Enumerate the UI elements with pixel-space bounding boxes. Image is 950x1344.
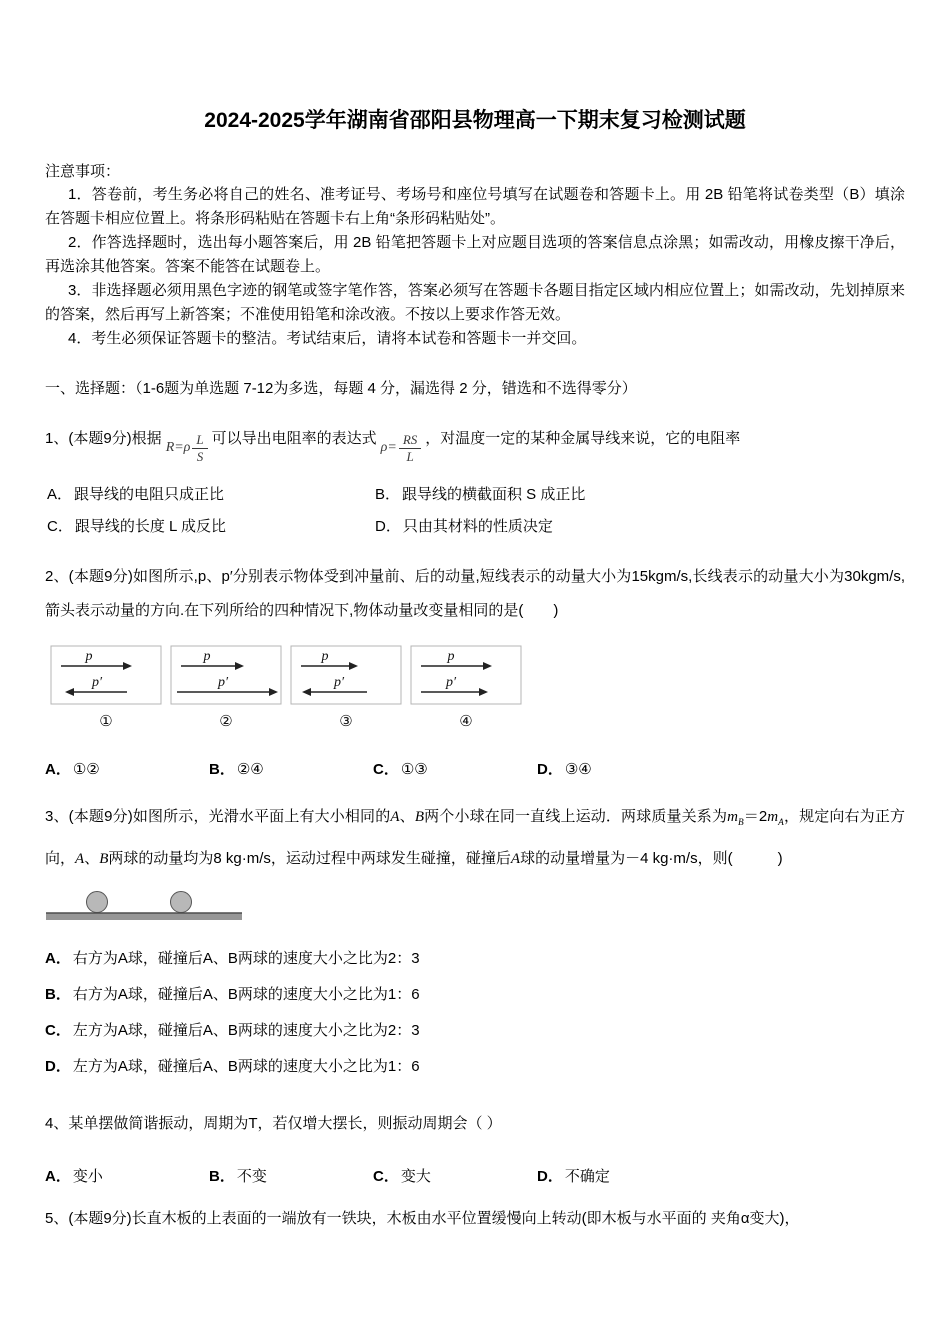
question-2-option-b <box>209 758 373 779</box>
question-4 <box>45 1109 905 1186</box>
resistance-formula <box>166 433 208 463</box>
question-1-option-c <box>47 515 375 536</box>
arrowhead-icon <box>65 688 74 696</box>
fraction <box>399 433 421 463</box>
option-text: 跟导线的长度 L 成反比 <box>74 518 226 536</box>
q1-text-mid: 可以导出电阻率的表达式 <box>211 430 377 447</box>
question-1-option-d <box>375 515 905 536</box>
p-label: p <box>203 649 211 665</box>
question-3-option-c <box>45 1013 905 1049</box>
question-2-stem: 2、(本题9分)如图所示,p、p′分别表示物体受到冲量前、后的动量,短线表示的动量大小为15kgm/s,长线表示的动量大小为30kgm/s,箭头表示动量的方向.在下列所给的四种情况下,物体动量改变量相同的是( ) <box>45 568 905 620</box>
arrowhead-icon <box>302 688 311 696</box>
case-frame <box>291 646 401 704</box>
p-label: p <box>447 649 455 665</box>
option-letter: A． <box>45 950 71 968</box>
note-item-1: 1．答卷前，考生务必将自己的姓名、准考证号、考场号和座位号填写在试题卷和答题卡上。用 2B 铅笔将试卷类型（B）填涂在答题卡相应位置上。将条形码粘贴在答题卡右上角“条形码粘贴处”。 <box>45 186 905 227</box>
question-2-option-d <box>537 758 701 779</box>
fraction <box>192 433 207 463</box>
option-letter: B． <box>209 1168 235 1186</box>
option-text: 只由其材料的性质决定 <box>402 518 553 536</box>
question-4-options <box>45 1165 905 1186</box>
question-2 <box>45 560 905 779</box>
question-3 <box>45 799 905 1085</box>
momentum-case-4 <box>411 646 521 730</box>
option-letter: C． <box>373 761 399 779</box>
momentum-case-2 <box>171 646 281 730</box>
notes-header: 注意事项： <box>45 163 121 180</box>
momentum-case-3 <box>291 646 401 730</box>
fraction-denominator: S <box>196 448 204 464</box>
fraction-denominator: L <box>406 448 414 464</box>
option-letter: D． <box>537 1168 563 1186</box>
option-letter: C． <box>47 518 73 536</box>
question-2-option-c <box>373 758 537 779</box>
question-2-option-a <box>45 758 209 779</box>
option-text: 变大 <box>400 1168 431 1186</box>
momentum-diagram-figure <box>49 644 529 732</box>
option-letter: B． <box>375 486 401 504</box>
option-text: ③④ <box>564 761 592 779</box>
case-frame <box>51 646 161 704</box>
option-letter: A． <box>45 1168 71 1186</box>
option-text: ②④ <box>236 761 264 779</box>
option-letter: D． <box>375 518 401 536</box>
formula-lhs: ρ= <box>380 440 397 455</box>
question-5-stem: 5、(本题9分)长直木板的上表面的一端放有一铁块，木板由水平位置缓慢向上转动(即木板与水平面的 夹角α变大)， <box>45 1210 800 1228</box>
option-text: 右方为A球，碰撞后A、B两球的速度大小之比为2：3 <box>72 950 420 968</box>
question-3-options <box>45 941 905 1085</box>
formula-lhs: R=ρ <box>165 440 191 455</box>
question-2-options <box>45 758 905 779</box>
question-1 <box>45 424 905 536</box>
question-4-option-d <box>537 1165 701 1186</box>
p-prime-label: p′ <box>91 675 103 691</box>
option-text: 左方为A球，碰撞后A、B两球的速度大小之比为1：6 <box>72 1058 420 1076</box>
option-text: ①② <box>72 761 100 779</box>
question-1-stem <box>45 424 905 463</box>
ball-b <box>171 892 192 913</box>
p-prime-label: p′ <box>445 675 457 691</box>
question-4-stem: 4、某单摆做简谐振动，周期为T，若仅增大摆长，则振动周期会（ ） <box>45 1115 502 1133</box>
question-4-option-b <box>209 1165 373 1186</box>
section-header-choice-questions: 一、选择题：（1-6题为单选题 7-12为多选，每题 4 分，漏选得 2 分，错选和不选得零分） <box>45 380 637 397</box>
arrowhead-icon <box>269 688 278 696</box>
option-text: ①③ <box>400 761 428 779</box>
option-letter: B． <box>45 986 71 1004</box>
option-letter: A． <box>45 761 71 779</box>
arrowhead-icon <box>483 662 492 670</box>
option-letter: A． <box>47 486 73 504</box>
p-prime-label: p′ <box>333 675 345 691</box>
option-text: 跟导线的电阻只成正比 <box>74 486 225 504</box>
case-number: ④ <box>459 713 473 731</box>
question-3-stem: 3、(本题9分)如图所示，光滑水平面上有大小相同的A、B两个小球在同一直线上运动．两球质量关系为$m_B=2m_A$，规定向右为正方向，A、B两球的动量均为8 kg·m/s，运动过程中两球发生碰撞，碰撞后A球的动量增量为－4 kg·m/s，则( ) <box>45 808 905 868</box>
page-title: 2024-2025学年湖南省邵阳县物理高一下期末复习检测试题 <box>204 109 746 132</box>
note-item-2: 2．作答选择题时，选出每小题答案后，用 2B 铅笔把答题卡上对应题目选项的答案信息点涂黑；如需改动，用橡皮擦干净后，再选涂其他答案。答案不能答在试题卷上。 <box>45 234 905 275</box>
option-text: 右方为A球，碰撞后A、B两球的速度大小之比为1：6 <box>72 986 420 1004</box>
fraction-numerator: RS <box>399 433 421 449</box>
case-number: ② <box>219 713 233 731</box>
momentum-case-1 <box>51 646 161 730</box>
question-3-option-a <box>45 941 905 977</box>
option-letter: C． <box>373 1168 399 1186</box>
resistivity-formula <box>381 433 422 463</box>
option-text: 变小 <box>72 1168 103 1186</box>
case-number: ① <box>99 713 113 731</box>
p-label: p <box>321 649 329 665</box>
notes-section <box>45 160 905 351</box>
question-3-option-d <box>45 1049 905 1085</box>
case-frame <box>411 646 521 704</box>
note-item-4: 4．考生必须保证答题卡的整洁。考试结束后，请将本试卷和答题卡一并交回。 <box>68 330 587 347</box>
note-item-3: 3．非选择题必须用黑色字迹的钢笔或签字笔作答，答案必须写在答题卡各题目指定区域内相应位置上；如需改动，先划掉原来的答案，然后再写上新答案；不准使用铅笔和涂改液。不按以上要求作答无效。 <box>45 282 905 323</box>
q1-text-suffix: ，对温度一定的某种金属导线来说，它的电阻率 <box>425 430 741 447</box>
option-letter: D． <box>45 1058 71 1076</box>
two-balls-on-surface-figure <box>45 883 245 925</box>
arrowhead-icon <box>235 662 244 670</box>
question-1-option-a <box>47 483 375 504</box>
question-4-option-a <box>45 1165 209 1186</box>
arrowhead-icon <box>349 662 358 670</box>
question-1-option-b <box>375 483 905 504</box>
question-3-option-b <box>45 977 905 1013</box>
q1-text-prefix: 1、(本题9分)根据 <box>45 430 162 447</box>
arrowhead-icon <box>123 662 132 670</box>
option-text: 左方为A球，碰撞后A、B两球的速度大小之比为2：3 <box>72 1022 420 1040</box>
option-text: 不确定 <box>564 1168 610 1186</box>
option-text: 不变 <box>236 1168 267 1186</box>
question-4-option-c <box>373 1165 537 1186</box>
option-letter: D． <box>537 761 563 779</box>
p-prime-label: p′ <box>217 675 229 691</box>
ground-surface <box>46 913 242 920</box>
option-letter: B． <box>209 761 235 779</box>
p-label: p <box>85 649 93 665</box>
question-1-options <box>47 483 905 536</box>
arrowhead-icon <box>479 688 488 696</box>
option-text: 跟导线的横截面积 S 成正比 <box>402 486 586 504</box>
question-5 <box>45 1204 905 1234</box>
fraction-numerator: L <box>192 433 207 449</box>
ball-a <box>87 892 108 913</box>
option-letter: C． <box>45 1022 71 1040</box>
case-number: ③ <box>339 713 353 731</box>
